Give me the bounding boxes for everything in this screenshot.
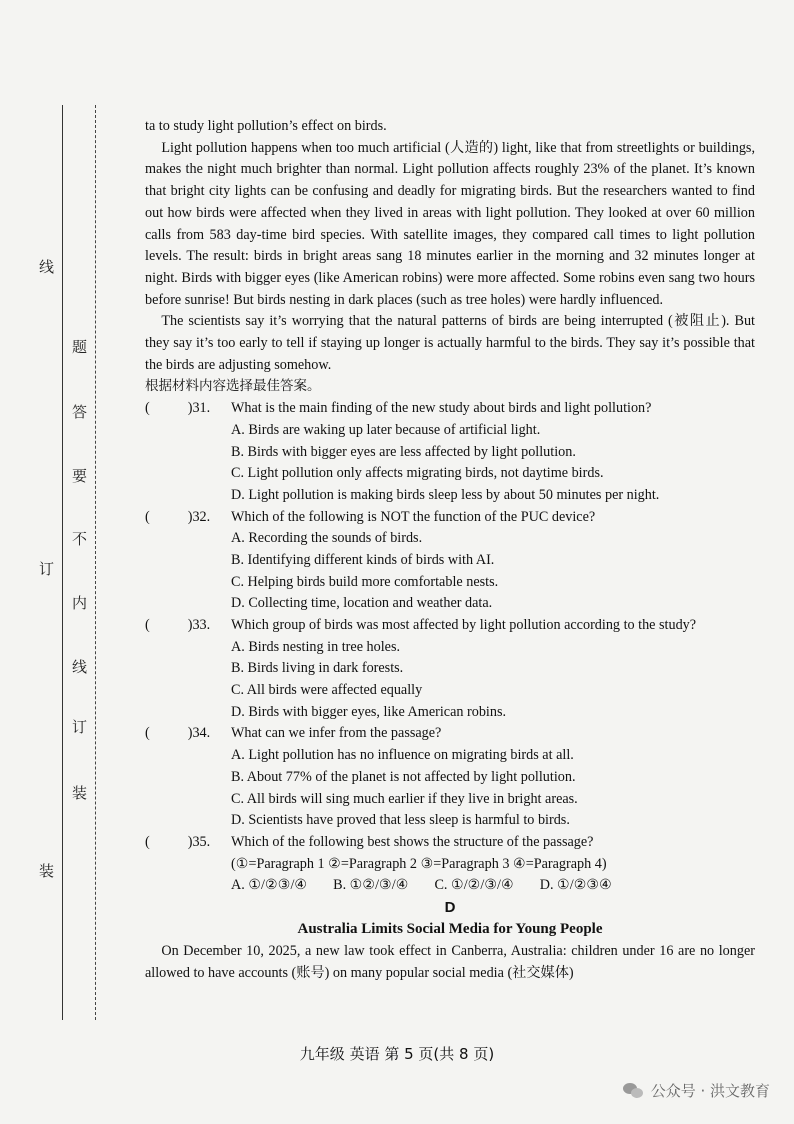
margin-char: 线 — [39, 258, 55, 276]
option: A. Recording the sounds of birds. — [231, 530, 423, 547]
option: B. About 77% of the planet is not affected by light pollution. — [231, 768, 576, 785]
option: B. Birds living in dark forests. — [231, 660, 404, 677]
margin-char: 订 — [39, 560, 55, 578]
margin-char: 装 — [39, 862, 55, 880]
option: C. All birds were affected equally — [231, 682, 423, 699]
section-title: Australia Limits Social Media for Young People — [297, 920, 603, 937]
question-number: )35. — [187, 833, 211, 850]
option: A. Light pollution has no influence on migrating birds at all. — [231, 747, 574, 764]
option: D. Collecting time, location and weather data. — [231, 595, 493, 612]
option: D. Birds with bigger eyes, like American robins. — [231, 703, 507, 720]
answer-paren-open[interactable]: ( — [145, 617, 150, 634]
question-text: What can we infer from the passage? — [231, 725, 442, 742]
question-number: )31. — [187, 400, 211, 417]
instruction: 根据材料内容选择最佳答案。 — [145, 378, 321, 395]
passage-paragraph: Light pollution happens when too much artificial (人造的) light, like that from streetlights or buildings, makes the night much brighter than normal. Light pollution affects roughly 23% of the planet. It’s known that bright city lights can be confusing and deadly for migrating birds. But the researchers wanted to find out how birds were affected when they lived in areas with light pollution. They looked at over 60 million calls from 583 day-time bird species. With satellite images, they compared call times to light pollution levels. The result: birds in bright areas sang 18 minutes earlier in the morning and 32 minutes longer at night. Birds with bigger eyes (like American robins) were more affected. Some robins even sang two hours before sunrise! But birds nesting in dark places (such as tree holes) were hardly influenced. — [145, 139, 755, 308]
option: A. Birds are waking up later because of artificial light. — [231, 421, 541, 438]
passage-fragment: ta to study light pollution’s effect on birds. — [145, 118, 387, 134]
inline-options — [145, 875, 755, 897]
passage-paragraph: The scientists say it’s worrying that the natural patterns of birds are being interrupted (被阻止). But they say it’s too early to tell if staying up longer is actually harmful to the birds. They say it’s possible that the birds are adjusting somehow. — [145, 313, 755, 373]
option: D. Scientists have proved that less sleep is harmful to birds. — [231, 812, 570, 829]
option: B. Birds with bigger eyes are less affected by light pollution. — [231, 443, 576, 460]
structure-legend: (①=Paragraph 1 ②=Paragraph 2 ③=Paragraph 3 ④=Paragraph 4) — [231, 855, 607, 872]
margin-char: 装 — [72, 784, 88, 802]
option: A. ①/②③/④ — [231, 877, 308, 894]
watermark-text: 公众号 · 洪文教育 — [650, 1082, 770, 1100]
page-content — [145, 116, 755, 984]
question-text: Which of the following is NOT the function of the PUC device? — [231, 508, 596, 525]
question-number: )33. — [187, 617, 211, 634]
answer-paren-open[interactable]: ( — [145, 725, 150, 742]
answer-paren-open[interactable]: ( — [145, 400, 150, 417]
binding-dashed-line — [95, 105, 96, 1020]
page-footer: 九年级 英语 第 5 页(共 8 页) — [299, 1045, 495, 1063]
watermark — [623, 1080, 770, 1101]
option: B. Identifying different kinds of birds with AI. — [231, 551, 495, 568]
passage-paragraph: On December 10, 2025, a new law took effect in Canberra, Australia: children under 16 are no longer allowed to have accounts (账号) on many popular social media (社交媒体) — [145, 942, 755, 981]
question-number: )34. — [187, 725, 211, 742]
margin-char: 题 — [72, 338, 88, 356]
option: C. Light pollution only affects migrating birds, not daytime birds. — [231, 465, 604, 482]
option: D. ①/②③④ — [539, 877, 612, 894]
question-33 — [145, 615, 755, 637]
question-35 — [145, 832, 755, 854]
option: C. ①/②/③/④ — [434, 877, 514, 894]
question-31 — [145, 398, 755, 420]
answer-paren-open[interactable]: ( — [145, 508, 150, 525]
margin-char: 答 — [72, 403, 88, 421]
option: C. All birds will sing much earlier if they live in bright areas. — [231, 790, 578, 807]
question-text: Which of the following best shows the structure of the passage? — [231, 833, 594, 850]
question-32 — [145, 507, 755, 529]
question-text: Which group of birds was most affected by light pollution according to the study? — [231, 617, 697, 634]
margin-char: 要 — [72, 467, 88, 485]
binding-solid-line — [62, 105, 63, 1020]
question-text: What is the main finding of the new study about birds and light pollution? — [231, 400, 652, 417]
option: B. ①②/③/④ — [333, 877, 409, 894]
margin-char: 订 — [72, 718, 88, 736]
section-letter: D — [444, 898, 456, 916]
option: A. Birds nesting in tree holes. — [231, 638, 401, 655]
margin-char: 不 — [72, 530, 88, 548]
margin-char: 内 — [72, 594, 88, 612]
wechat-icon — [623, 1083, 645, 1099]
option: D. Light pollution is making birds sleep less by about 50 minutes per night. — [231, 486, 660, 503]
answer-paren-open[interactable]: ( — [145, 833, 150, 850]
margin-char: 线 — [72, 658, 88, 676]
question-34 — [145, 723, 755, 745]
question-number: )32. — [187, 508, 211, 525]
option: C. Helping birds build more comfortable nests. — [231, 573, 499, 590]
